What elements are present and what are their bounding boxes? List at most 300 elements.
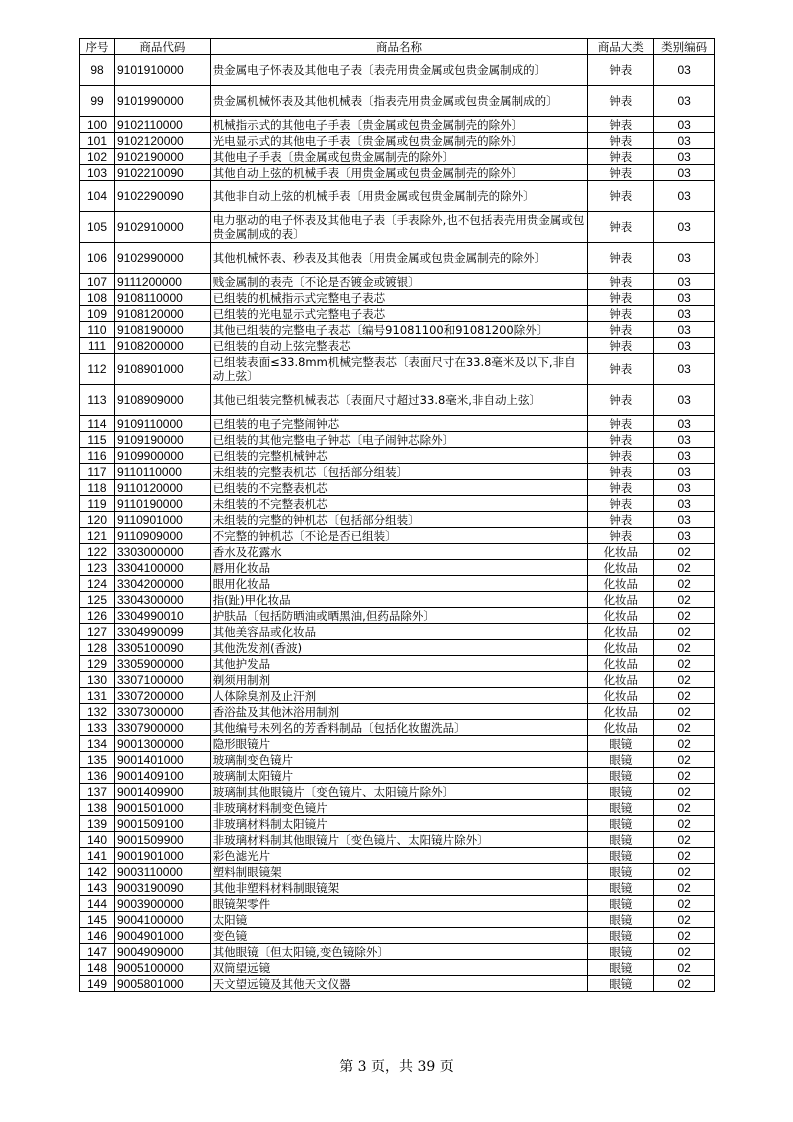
row-code: 3307900000 [114,720,210,736]
row-seq: 126 [80,608,115,624]
row-class-code: 03 [654,243,715,274]
row-code: 9005100000 [114,960,210,976]
row-class-code: 03 [654,181,715,212]
row-name: 贱金属制的表壳〔不论是否镀金或镀银〕 [210,274,588,290]
row-category: 眼镜 [588,928,654,944]
row-name: 眼用化妆品 [210,576,588,592]
table-row [80,704,715,720]
table-row [80,592,715,608]
row-category: 钟表 [588,354,654,385]
row-code: 9003190090 [114,880,210,896]
row-seq: 114 [80,416,115,432]
table-row [80,149,715,165]
row-seq: 111 [80,338,115,354]
row-category: 眼镜 [588,768,654,784]
row-seq: 130 [80,672,115,688]
row-seq: 141 [80,848,115,864]
row-seq: 143 [80,880,115,896]
row-name: 眼镜架零件 [210,896,588,912]
row-code: 9110901000 [114,512,210,528]
row-class-code: 03 [654,528,715,544]
row-category: 化妆品 [588,640,654,656]
table-row [80,416,715,432]
row-code: 9001300000 [114,736,210,752]
row-name: 已组装的其他完整电子钟芯〔电子闹钟芯除外〕 [210,432,588,448]
row-code: 9101990000 [114,86,210,117]
row-category: 钟表 [588,480,654,496]
row-class-code: 03 [654,212,715,243]
row-code: 9004909000 [114,944,210,960]
row-name: 贵金属电子怀表及其他电子表〔表壳用贵金属或包贵金属制成的〕 [210,55,588,86]
row-seq: 103 [80,165,115,181]
row-seq: 148 [80,960,115,976]
row-class-code: 03 [654,496,715,512]
row-seq: 134 [80,736,115,752]
row-class-code: 02 [654,672,715,688]
row-seq: 142 [80,864,115,880]
row-category: 钟表 [588,86,654,117]
row-name: 非玻璃材料制太阳镜片 [210,816,588,832]
row-seq: 139 [80,816,115,832]
row-name: 玻璃制太阳镜片 [210,768,588,784]
row-name: 已组装的不完整表机芯 [210,480,588,496]
row-name: 非玻璃材料制其他眼镜片〔变色镜片、太阳镜片除外〕 [210,832,588,848]
row-seq: 129 [80,656,115,672]
row-code: 9108190000 [114,322,210,338]
row-code: 3304990010 [114,608,210,624]
table-row [80,624,715,640]
row-seq: 98 [80,55,115,86]
row-class-code: 02 [654,912,715,928]
row-class-code: 02 [654,608,715,624]
row-code: 9102910000 [114,212,210,243]
row-code: 9110120000 [114,480,210,496]
table-row [80,864,715,880]
table-row [80,464,715,480]
row-category: 化妆品 [588,592,654,608]
row-class-code: 03 [654,86,715,117]
row-category: 化妆品 [588,544,654,560]
table-row [80,274,715,290]
row-code: 3307300000 [114,704,210,720]
row-class-code: 03 [654,149,715,165]
row-code: 9004901000 [114,928,210,944]
row-class-code: 02 [654,768,715,784]
row-category: 眼镜 [588,800,654,816]
row-name: 人体除臭剂及止汗剂 [210,688,588,704]
row-seq: 100 [80,117,115,133]
table-row [80,672,715,688]
row-seq: 109 [80,306,115,322]
row-name: 其他美容品或化妆品 [210,624,588,640]
table-row [80,848,715,864]
row-code: 9108200000 [114,338,210,354]
row-code: 3304300000 [114,592,210,608]
table-row [80,608,715,624]
row-category: 化妆品 [588,720,654,736]
row-code: 3305100090 [114,640,210,656]
table-row [80,133,715,149]
row-class-code: 02 [654,576,715,592]
row-category: 化妆品 [588,656,654,672]
row-name: 已组装表面≤33.8mm机械完整表芯〔表面尺寸在33.8毫米及以下,非自动上弦〕 [210,354,588,385]
row-name: 其他眼镜〔但太阳镜,变色镜除外〕 [210,944,588,960]
row-seq: 115 [80,432,115,448]
table-row [80,322,715,338]
row-seq: 104 [80,181,115,212]
row-category: 化妆品 [588,688,654,704]
row-seq: 132 [80,704,115,720]
row-class-code: 03 [654,448,715,464]
row-class-code: 03 [654,55,715,86]
table-row [80,165,715,181]
row-class-code: 02 [654,544,715,560]
row-seq: 108 [80,290,115,306]
row-class-code: 03 [654,290,715,306]
row-seq: 149 [80,976,115,992]
row-code: 9109110000 [114,416,210,432]
row-seq: 119 [80,496,115,512]
row-class-code: 02 [654,784,715,800]
table-row [80,86,715,117]
table-row [80,752,715,768]
row-category: 钟表 [588,416,654,432]
table-row [80,784,715,800]
row-category: 眼镜 [588,816,654,832]
row-category: 眼镜 [588,832,654,848]
row-category: 钟表 [588,306,654,322]
row-name: 已组装的光电显示式完整电子表芯 [210,306,588,322]
row-class-code: 03 [654,354,715,385]
row-category: 钟表 [588,448,654,464]
row-class-code: 02 [654,848,715,864]
row-name: 贵金属机械怀表及其他机械表〔指表壳用贵金属或包贵金属制成的〕 [210,86,588,117]
row-seq: 140 [80,832,115,848]
row-code: 3307100000 [114,672,210,688]
table-row [80,528,715,544]
row-name: 其他洗发剂(香波) [210,640,588,656]
row-category: 化妆品 [588,704,654,720]
row-category: 钟表 [588,149,654,165]
table-row [80,720,715,736]
row-category: 眼镜 [588,864,654,880]
row-class-code: 03 [654,512,715,528]
row-code: 9109900000 [114,448,210,464]
row-category: 化妆品 [588,624,654,640]
row-seq: 110 [80,322,115,338]
row-name: 已组装的完整机械钟芯 [210,448,588,464]
table-row [80,480,715,496]
table-header-row [80,39,715,55]
row-seq: 133 [80,720,115,736]
table-row [80,976,715,992]
row-name: 唇用化妆品 [210,560,588,576]
table-row [80,544,715,560]
row-class-code: 02 [654,736,715,752]
header-class-code: 类别编码 [654,39,715,55]
row-class-code: 02 [654,704,715,720]
row-seq: 136 [80,768,115,784]
row-name: 隐形眼镜片 [210,736,588,752]
row-code: 3304100000 [114,560,210,576]
table-row [80,912,715,928]
row-seq: 125 [80,592,115,608]
row-class-code: 02 [654,656,715,672]
table-row [80,832,715,848]
row-category: 眼镜 [588,736,654,752]
row-name: 未组装的不完整表机芯 [210,496,588,512]
row-name: 香浴盐及其他沐浴用制剂 [210,704,588,720]
row-class-code: 02 [654,928,715,944]
row-code: 9102290090 [114,181,210,212]
row-name: 其他已组装完整机械表芯〔表面尺寸超过33.8毫米,非自动上弦〕 [210,385,588,416]
row-code: 9108120000 [114,306,210,322]
table-row [80,432,715,448]
table-row [80,576,715,592]
row-category: 眼镜 [588,848,654,864]
table-row [80,816,715,832]
row-seq: 118 [80,480,115,496]
row-code: 9102190000 [114,149,210,165]
row-class-code: 03 [654,274,715,290]
row-seq: 127 [80,624,115,640]
row-seq: 106 [80,243,115,274]
table-row [80,560,715,576]
row-name: 天文望远镜及其他天文仪器 [210,976,588,992]
row-category: 眼镜 [588,960,654,976]
header-name: 商品名称 [210,39,588,55]
table-row [80,243,715,274]
row-class-code: 03 [654,480,715,496]
row-name: 太阳镜 [210,912,588,928]
row-category: 眼镜 [588,784,654,800]
table-row [80,512,715,528]
header-code: 商品代码 [114,39,210,55]
row-code: 9001509100 [114,816,210,832]
row-name: 电力驱动的电子怀表及其他电子表〔手表除外,也不包括表壳用贵金属或包贵金属制成的表〕 [210,212,588,243]
row-code: 9108909000 [114,385,210,416]
row-class-code: 02 [654,592,715,608]
row-name: 未组装的完整的钟机芯〔包括部分组装〕 [210,512,588,528]
row-name: 玻璃制其他眼镜片〔变色镜片、太阳镜片除外〕 [210,784,588,800]
table-row [80,640,715,656]
row-class-code: 03 [654,306,715,322]
row-seq: 124 [80,576,115,592]
row-category: 钟表 [588,512,654,528]
table-row [80,944,715,960]
row-category: 化妆品 [588,576,654,592]
row-code: 9102990000 [114,243,210,274]
row-name: 其他编号未列名的芳香料制品〔包括化妆盥洗品〕 [210,720,588,736]
row-code: 9110909000 [114,528,210,544]
row-class-code: 02 [654,944,715,960]
row-code: 3303000000 [114,544,210,560]
table-row [80,688,715,704]
row-code: 9001409900 [114,784,210,800]
row-class-code: 03 [654,322,715,338]
row-category: 钟表 [588,432,654,448]
row-category: 钟表 [588,243,654,274]
row-code: 3305900000 [114,656,210,672]
row-category: 眼镜 [588,880,654,896]
row-name: 变色镜 [210,928,588,944]
row-name: 香水及花露水 [210,544,588,560]
row-class-code: 03 [654,464,715,480]
table-row [80,448,715,464]
row-seq: 131 [80,688,115,704]
row-name: 剃须用制剂 [210,672,588,688]
row-category: 钟表 [588,165,654,181]
row-seq: 99 [80,86,115,117]
row-name: 其他非塑料材料制眼镜架 [210,880,588,896]
row-code: 9005801000 [114,976,210,992]
row-code: 9110110000 [114,464,210,480]
row-seq: 101 [80,133,115,149]
row-seq: 144 [80,896,115,912]
row-name: 其他已组装的完整电子表芯〔编号91081100和91081200除外〕 [210,322,588,338]
row-name: 已组装的机械指示式完整电子表芯 [210,290,588,306]
row-category: 钟表 [588,133,654,149]
row-seq: 105 [80,212,115,243]
row-code: 9001409100 [114,768,210,784]
row-category: 化妆品 [588,672,654,688]
table-row [80,496,715,512]
row-category: 钟表 [588,212,654,243]
row-code: 9102120000 [114,133,210,149]
row-code: 9003110000 [114,864,210,880]
row-class-code: 02 [654,640,715,656]
table-row [80,290,715,306]
row-category: 眼镜 [588,976,654,992]
row-seq: 120 [80,512,115,528]
row-seq: 138 [80,800,115,816]
row-code: 3304200000 [114,576,210,592]
row-code: 9003900000 [114,896,210,912]
row-class-code: 03 [654,385,715,416]
row-name: 已组装的自动上弦完整表芯 [210,338,588,354]
row-name: 光电显示式的其他电子手表〔贵金属或包贵金属制壳的除外〕 [210,133,588,149]
table-row [80,768,715,784]
row-name: 不完整的钟机芯〔不论是否已组装〕 [210,528,588,544]
row-code: 9001401000 [114,752,210,768]
row-category: 钟表 [588,274,654,290]
row-class-code: 03 [654,165,715,181]
row-category: 钟表 [588,338,654,354]
row-seq: 145 [80,912,115,928]
table-row [80,880,715,896]
table-row [80,800,715,816]
row-class-code: 03 [654,416,715,432]
row-class-code: 02 [654,688,715,704]
row-category: 钟表 [588,322,654,338]
row-category: 钟表 [588,55,654,86]
row-code: 9102110000 [114,117,210,133]
row-name: 塑料制眼镜架 [210,864,588,880]
row-category: 钟表 [588,385,654,416]
row-category: 钟表 [588,496,654,512]
row-name: 机械指示式的其他电子手表〔贵金属或包贵金属制壳的除外〕 [210,117,588,133]
row-class-code: 02 [654,896,715,912]
row-category: 化妆品 [588,608,654,624]
row-category: 钟表 [588,290,654,306]
row-seq: 117 [80,464,115,480]
row-seq: 121 [80,528,115,544]
row-category: 钟表 [588,464,654,480]
row-code: 9001901000 [114,848,210,864]
row-seq: 147 [80,944,115,960]
row-class-code: 02 [654,976,715,992]
row-class-code: 03 [654,133,715,149]
table-row [80,306,715,322]
row-code: 3304990099 [114,624,210,640]
row-code: 9004100000 [114,912,210,928]
row-seq: 135 [80,752,115,768]
row-name: 已组装的电子完整闹钟芯 [210,416,588,432]
row-class-code: 02 [654,960,715,976]
table-row [80,117,715,133]
row-name: 其他电子手表〔贵金属或包贵金属制壳的除外〕 [210,149,588,165]
row-class-code: 03 [654,338,715,354]
row-class-code: 02 [654,816,715,832]
table-row [80,212,715,243]
row-seq: 122 [80,544,115,560]
table-row [80,656,715,672]
row-name: 玻璃制变色镜片 [210,752,588,768]
row-name: 指(趾)甲化妆品 [210,592,588,608]
row-category: 钟表 [588,528,654,544]
table-row [80,928,715,944]
row-class-code: 02 [654,720,715,736]
row-name: 彩色滤光片 [210,848,588,864]
row-seq: 116 [80,448,115,464]
row-category: 钟表 [588,181,654,212]
row-code: 9001501000 [114,800,210,816]
table-row [80,354,715,385]
row-name: 其他机械怀表、秒表及其他表〔用贵金属或包贵金属制壳的除外〕 [210,243,588,274]
row-class-code: 03 [654,117,715,133]
row-code: 9101910000 [114,55,210,86]
row-seq: 102 [80,149,115,165]
row-category: 眼镜 [588,944,654,960]
row-class-code: 02 [654,624,715,640]
table-row [80,385,715,416]
row-code: 9102210090 [114,165,210,181]
row-class-code: 03 [654,432,715,448]
row-category: 眼镜 [588,896,654,912]
row-name: 双筒望远镜 [210,960,588,976]
row-name: 其他自动上弦的机械手表〔用贵金属或包贵金属制壳的除外〕 [210,165,588,181]
row-code: 9109190000 [114,432,210,448]
header-category: 商品大类 [588,39,654,55]
row-code: 9108110000 [114,290,210,306]
row-code: 9111200000 [114,274,210,290]
table-row [80,181,715,212]
row-seq: 113 [80,385,115,416]
table-row [80,736,715,752]
table-row [80,960,715,976]
row-code: 9110190000 [114,496,210,512]
row-name: 未组装的完整表机芯〔包括部分组装〕 [210,464,588,480]
page-number: 第 3 页，共 39 页 [339,1059,454,1075]
header-seq: 序号 [80,39,115,55]
row-code: 3307200000 [114,688,210,704]
row-name: 其他护发品 [210,656,588,672]
row-seq: 107 [80,274,115,290]
row-class-code: 02 [654,864,715,880]
table-row [80,896,715,912]
row-class-code: 02 [654,560,715,576]
row-category: 眼镜 [588,912,654,928]
